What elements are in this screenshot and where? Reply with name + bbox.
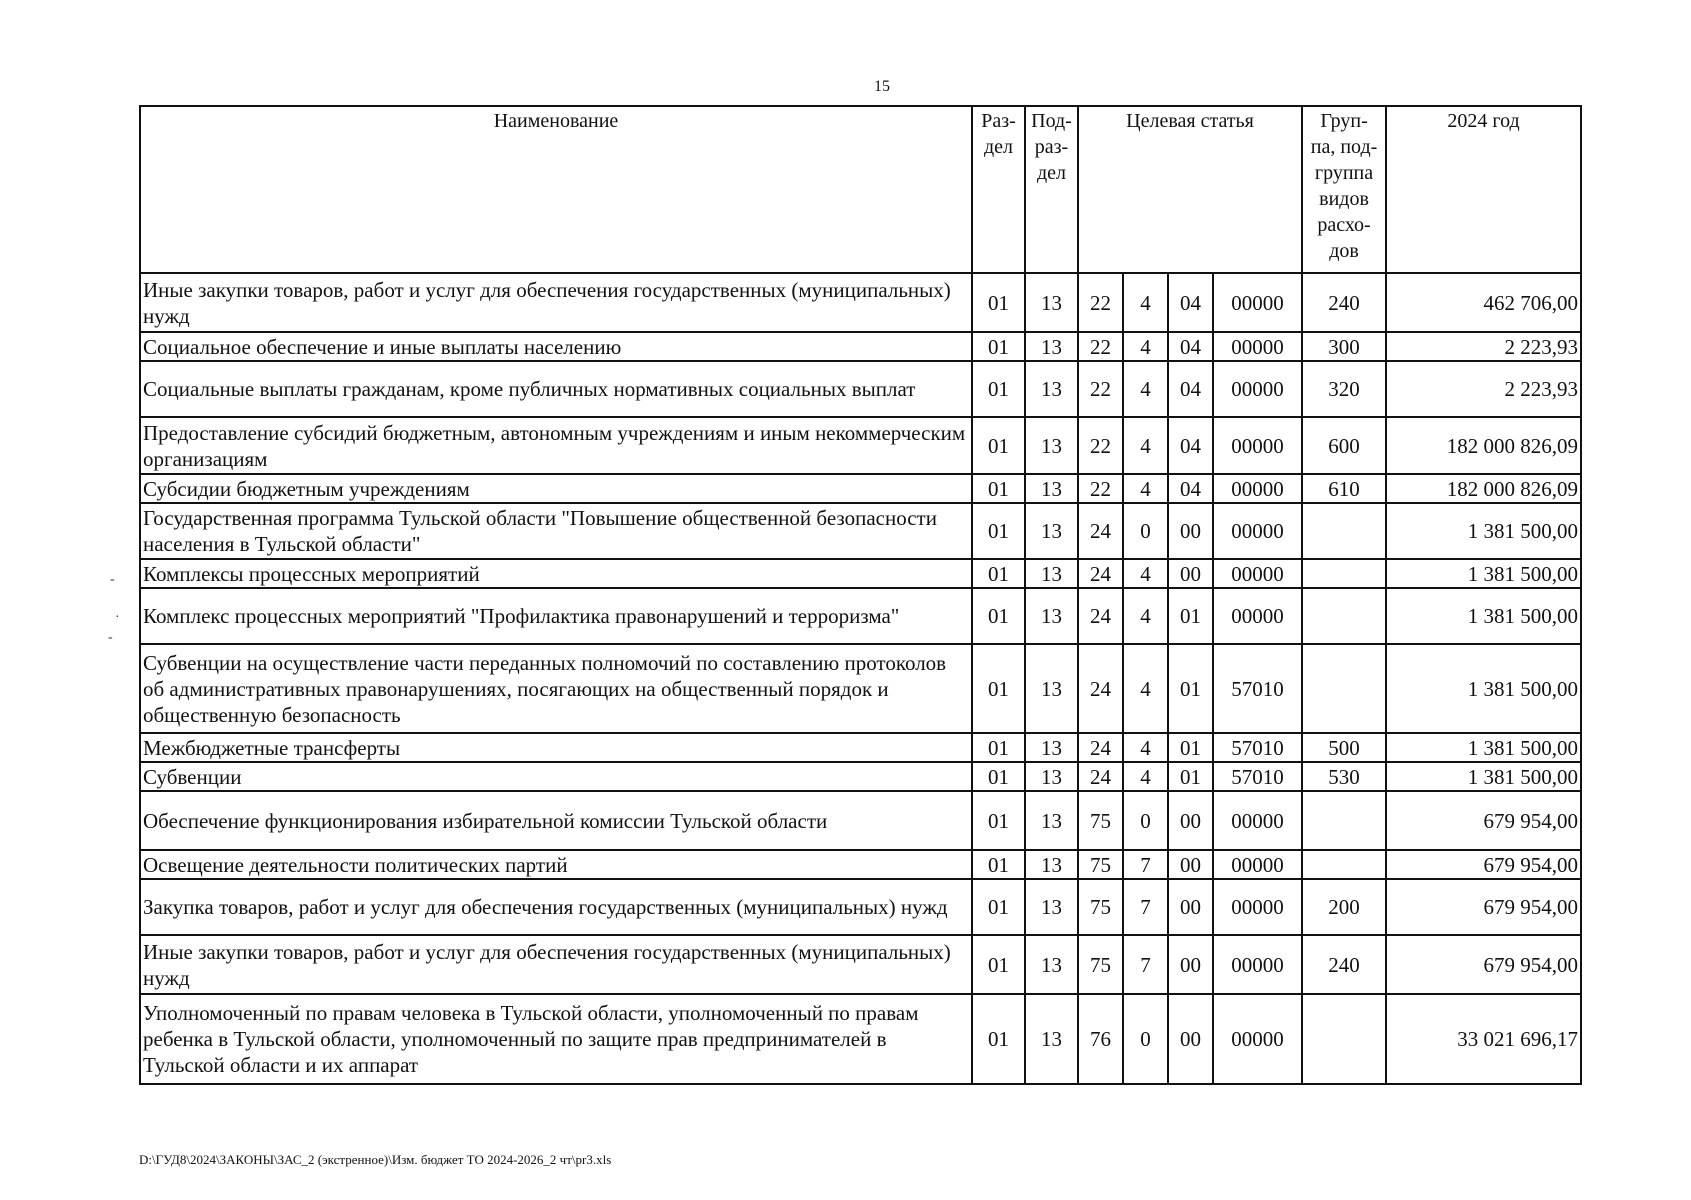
row-name: Государственная программа Тульской области "Повышение общественной безопасности населения в Тульской области" [140,503,972,559]
row-podrazdel: 13 [1025,474,1078,503]
row-target-type: 4 [1123,644,1168,733]
row-target-program: 75 [1078,791,1123,850]
row-target-program: 76 [1078,994,1123,1084]
row-target-direction: 00000 [1213,879,1302,935]
row-razdel: 01 [972,361,1025,417]
row-amount: 182 000 826,09 [1386,474,1581,503]
row-target-direction: 00000 [1213,417,1302,474]
row-razdel: 01 [972,733,1025,762]
row-target-type: 0 [1123,791,1168,850]
row-target-direction: 00000 [1213,850,1302,879]
table-row [140,733,1581,762]
row-target-program: 24 [1078,503,1123,559]
file-path-footer: D:\ГУД8\2024\ЗАКОНЫ\ЗАС_2 (экстренное)\Изм. бюджет ТО 2024-2026_2 чт\pr3.xls [139,1152,612,1167]
row-target-type: 0 [1123,503,1168,559]
row-name: Освещение деятельности политических партий [140,850,972,879]
row-podrazdel: 13 [1025,588,1078,644]
row-name: Иные закупки товаров, работ и услуг для обеспечения государственных (муниципальных) нужд [140,935,972,994]
table-row [140,417,1581,474]
row-target-subprogram: 00 [1168,935,1213,994]
row-target-type: 4 [1123,588,1168,644]
row-target-type: 7 [1123,850,1168,879]
row-expense-group [1302,559,1386,588]
row-expense-group: 610 [1302,474,1386,503]
scan-mark: ‐ [108,630,113,645]
row-razdel: 01 [972,332,1025,361]
row-target-direction: 00000 [1213,474,1302,503]
header-razdel: Раз- дел [972,106,1025,273]
row-target-direction: 00000 [1213,588,1302,644]
row-name: Закупка товаров, работ и услуг для обеспечения государственных (муниципальных) нужд [140,879,972,935]
row-amount: 462 706,00 [1386,273,1581,332]
row-target-direction: 00000 [1213,994,1302,1084]
row-target-type: 7 [1123,935,1168,994]
table-row [140,935,1581,994]
row-podrazdel: 13 [1025,361,1078,417]
row-expense-group [1302,791,1386,850]
row-razdel: 01 [972,762,1025,791]
row-target-program: 75 [1078,879,1123,935]
row-target-type: 0 [1123,994,1168,1084]
row-name: Межбюджетные трансферты [140,733,972,762]
row-name: Субвенции [140,762,972,791]
table-row [140,559,1581,588]
row-name: Комплексы процессных мероприятий [140,559,972,588]
row-amount: 2 223,93 [1386,332,1581,361]
row-podrazdel: 13 [1025,762,1078,791]
row-razdel: 01 [972,935,1025,994]
header-gruppa-vidov-rashodov: Груп- па, под- группа видов расхо- дов [1302,106,1386,273]
row-razdel: 01 [972,644,1025,733]
row-expense-group: 240 [1302,273,1386,332]
row-amount: 33 021 696,17 [1386,994,1581,1084]
row-amount: 1 381 500,00 [1386,588,1581,644]
header-year: 2024 год [1386,106,1581,273]
row-target-subprogram: 00 [1168,791,1213,850]
row-target-program: 22 [1078,332,1123,361]
row-target-program: 24 [1078,762,1123,791]
row-podrazdel: 13 [1025,503,1078,559]
row-name: Обеспечение функционирования избирательной комиссии Тульской области [140,791,972,850]
row-target-direction: 00000 [1213,503,1302,559]
row-expense-group [1302,644,1386,733]
row-target-direction: 00000 [1213,559,1302,588]
row-target-program: 75 [1078,850,1123,879]
row-target-direction: 00000 [1213,361,1302,417]
row-podrazdel: 13 [1025,879,1078,935]
row-target-direction: 00000 [1213,273,1302,332]
row-target-direction: 00000 [1213,332,1302,361]
row-name: Иные закупки товаров, работ и услуг для обеспечения государственных (муниципальных) нужд [140,273,972,332]
row-target-subprogram: 04 [1168,474,1213,503]
row-target-type: 4 [1123,273,1168,332]
row-amount: 679 954,00 [1386,879,1581,935]
table-row [140,791,1581,850]
row-expense-group: 300 [1302,332,1386,361]
row-target-program: 24 [1078,644,1123,733]
row-target-subprogram: 04 [1168,417,1213,474]
page-number: 15 [874,78,890,95]
table-row [140,588,1581,644]
row-razdel: 01 [972,994,1025,1084]
row-target-subprogram: 00 [1168,879,1213,935]
table-row [140,503,1581,559]
row-name: Уполномоченный по правам человека в Тульской области, уполномоченный по правам ребенка в Тульской области, уполномоченный по защите прав предпринимателей в Тульской области и их аппарат [140,994,972,1084]
row-target-program: 22 [1078,474,1123,503]
table-row [140,644,1581,733]
row-target-subprogram: 00 [1168,559,1213,588]
table-row [140,474,1581,503]
row-name: Комплекс процессных мероприятий "Профилактика правонарушений и терроризма" [140,588,972,644]
row-expense-group: 240 [1302,935,1386,994]
row-target-subprogram: 00 [1168,503,1213,559]
table-row [140,850,1581,879]
header-name: Наименование [140,106,972,273]
row-podrazdel: 13 [1025,791,1078,850]
row-podrazdel: 13 [1025,935,1078,994]
row-amount: 2 223,93 [1386,361,1581,417]
row-target-subprogram: 04 [1168,273,1213,332]
row-target-direction: 57010 [1213,644,1302,733]
table-row [140,762,1581,791]
row-amount: 182 000 826,09 [1386,417,1581,474]
row-expense-group [1302,588,1386,644]
row-expense-group: 200 [1302,879,1386,935]
row-target-subprogram: 01 [1168,588,1213,644]
row-podrazdel: 13 [1025,733,1078,762]
header-celevaya-statya: Целевая статья [1078,106,1302,273]
row-razdel: 01 [972,559,1025,588]
row-target-subprogram: 04 [1168,332,1213,361]
budget-table [139,105,1582,1085]
row-target-program: 22 [1078,417,1123,474]
row-target-subprogram: 01 [1168,733,1213,762]
row-expense-group: 500 [1302,733,1386,762]
row-amount: 1 381 500,00 [1386,559,1581,588]
row-target-subprogram: 01 [1168,644,1213,733]
row-razdel: 01 [972,503,1025,559]
row-amount: 679 954,00 [1386,791,1581,850]
row-expense-group: 320 [1302,361,1386,417]
table-row [140,361,1581,417]
row-target-subprogram: 00 [1168,994,1213,1084]
row-podrazdel: 13 [1025,417,1078,474]
row-target-type: 7 [1123,879,1168,935]
row-podrazdel: 13 [1025,644,1078,733]
row-amount: 1 381 500,00 [1386,762,1581,791]
row-target-program: 22 [1078,361,1123,417]
row-amount: 679 954,00 [1386,935,1581,994]
row-target-type: 4 [1123,559,1168,588]
scan-mark: ‐ [110,572,115,587]
row-name: Субвенции на осуществление части переданных полномочий по составлению протоколов об административных правонарушениях, посягающих на общественный порядок и общественную безопасность [140,644,972,733]
header-podrazdel: Под- раз- дел [1025,106,1078,273]
row-amount: 1 381 500,00 [1386,503,1581,559]
row-razdel: 01 [972,474,1025,503]
row-target-subprogram: 00 [1168,850,1213,879]
table-row [140,994,1581,1084]
row-razdel: 01 [972,273,1025,332]
row-name: Субсидии бюджетным учреждениям [140,474,972,503]
row-razdel: 01 [972,879,1025,935]
row-expense-group [1302,503,1386,559]
header-row [140,106,1581,273]
row-amount: 1 381 500,00 [1386,644,1581,733]
scan-mark: · [115,610,120,625]
row-target-direction: 00000 [1213,935,1302,994]
row-target-program: 24 [1078,733,1123,762]
row-podrazdel: 13 [1025,850,1078,879]
row-podrazdel: 13 [1025,559,1078,588]
row-target-program: 24 [1078,588,1123,644]
row-target-direction: 00000 [1213,791,1302,850]
table-row [140,879,1581,935]
row-razdel: 01 [972,850,1025,879]
row-target-program: 24 [1078,559,1123,588]
row-razdel: 01 [972,417,1025,474]
row-target-type: 4 [1123,361,1168,417]
row-razdel: 01 [972,791,1025,850]
row-target-subprogram: 04 [1168,361,1213,417]
row-target-type: 4 [1123,417,1168,474]
row-target-program: 22 [1078,273,1123,332]
row-podrazdel: 13 [1025,332,1078,361]
row-name: Предоставление субсидий бюджетным, автономным учреждениям и иным некоммерческим организациям [140,417,972,474]
row-target-subprogram: 01 [1168,762,1213,791]
row-razdel: 01 [972,588,1025,644]
row-expense-group: 530 [1302,762,1386,791]
row-podrazdel: 13 [1025,273,1078,332]
table-row [140,332,1581,361]
row-expense-group [1302,850,1386,879]
row-target-type: 4 [1123,474,1168,503]
row-target-type: 4 [1123,733,1168,762]
row-target-direction: 57010 [1213,762,1302,791]
table-row [140,273,1581,332]
row-name: Социальные выплаты гражданам, кроме публичных нормативных социальных выплат [140,361,972,417]
row-expense-group [1302,994,1386,1084]
row-podrazdel: 13 [1025,994,1078,1084]
row-amount: 679 954,00 [1386,850,1581,879]
row-target-program: 75 [1078,935,1123,994]
row-target-direction: 57010 [1213,733,1302,762]
row-expense-group: 600 [1302,417,1386,474]
row-target-type: 4 [1123,762,1168,791]
row-target-type: 4 [1123,332,1168,361]
row-amount: 1 381 500,00 [1386,733,1581,762]
row-name: Социальное обеспечение и иные выплаты населению [140,332,972,361]
